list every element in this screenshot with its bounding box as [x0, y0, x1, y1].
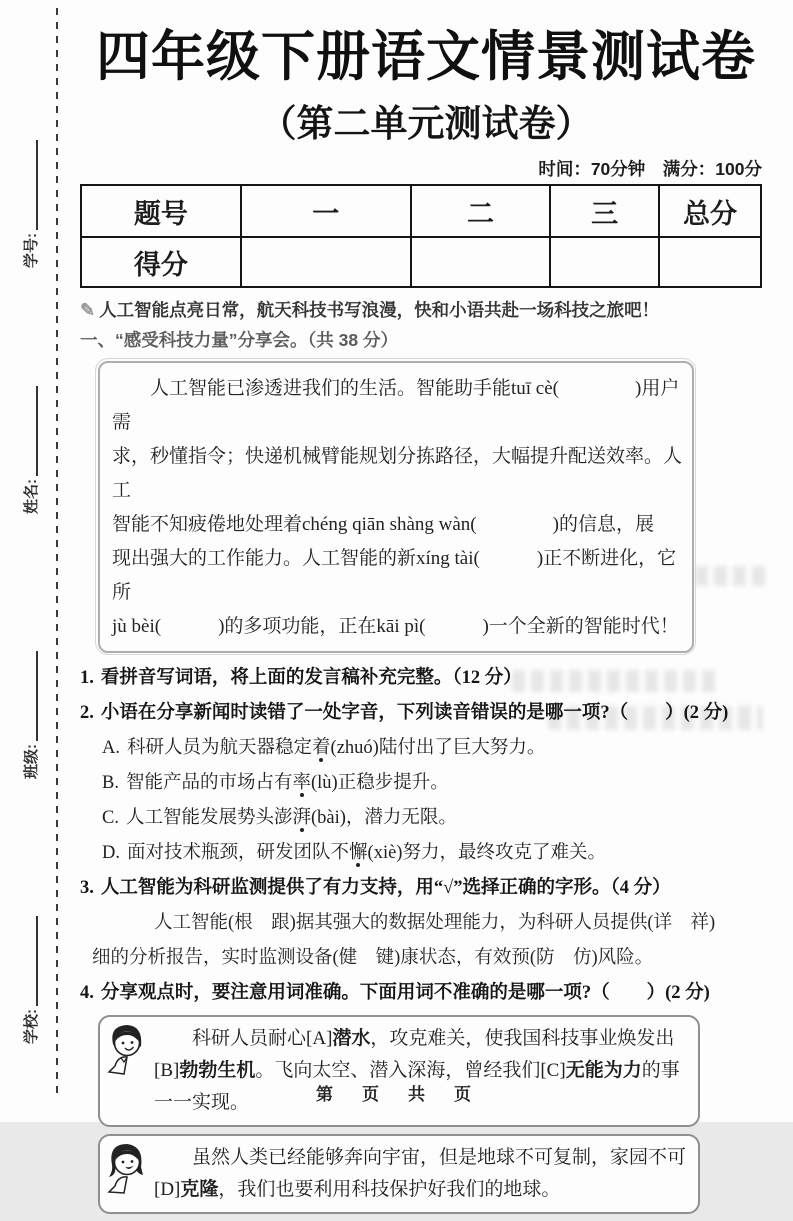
score-table-header-cell: 三	[550, 185, 659, 237]
emphasized-char: 率	[292, 773, 311, 793]
sidebar-field-class	[19, 651, 41, 779]
sidebar-label: 班级:	[23, 744, 40, 779]
blank-line	[36, 916, 38, 1006]
question-number: 2.	[80, 703, 94, 723]
speech-bubble-boy	[98, 1015, 700, 1127]
option-text: 面对技术瓶颈，研发团队不	[127, 843, 350, 863]
score-table-header-cell: 二	[411, 185, 550, 237]
section-one-heading: 一、“感受科技力量”分享会。（共 38 分）	[80, 330, 398, 350]
speech-bubble-girl	[98, 1134, 700, 1214]
bubble-segment: ，我们也要利用科技保护好我们的地球。	[218, 1179, 561, 1200]
choice-marker: [A]	[306, 1028, 333, 1049]
option-label: A.	[102, 738, 120, 758]
score-empty-cell	[659, 237, 761, 287]
question-number: 3.	[80, 878, 94, 898]
score-table-header-cell: 题号	[81, 185, 241, 237]
option-text: 科研人员为航天器稳定	[127, 738, 313, 758]
option-text: 智能产品的市场占有	[125, 773, 293, 793]
blank-line	[36, 651, 38, 741]
q3-body-line: 细的分析报告，实时监测设备(健 键)康状态，有效预(防 仿)风险。	[92, 948, 654, 968]
question-number: 1.	[80, 668, 94, 688]
bubble-text	[154, 1142, 688, 1206]
choice-marker: [D]	[154, 1179, 181, 1200]
option-text: 人工智能发展势头澎	[125, 808, 293, 828]
pinyin-passage-box	[98, 361, 694, 653]
paper-body	[80, 0, 772, 1221]
sidebar-field-name	[19, 386, 41, 514]
passage-line: jù bèi( )的多项功能，正在kāi pì( )一个全新的智能时代！	[112, 616, 679, 637]
questions-area	[80, 661, 772, 1011]
option-text: (lù)正稳步提升。	[311, 773, 449, 793]
q2-option-b	[102, 766, 772, 801]
score-table	[80, 184, 762, 288]
score-empty-cell	[411, 237, 550, 287]
question-1	[80, 661, 772, 696]
intro-line	[80, 298, 772, 322]
option-label: C.	[102, 808, 119, 828]
score-table-header-cell: 一	[241, 185, 411, 237]
sidebar-label: 学校:	[23, 1009, 40, 1044]
choice-marker: [B]	[154, 1060, 180, 1081]
bubble-segment: 虽然人类已经能够奔向宇宙，但是地球不可复制，家园不可	[192, 1147, 687, 1168]
bubble-segment: 。飞向太空、潜入深海，曾经我们	[255, 1060, 541, 1081]
bold-word: 克隆	[180, 1179, 219, 1200]
bold-word: 勃勃生机	[179, 1060, 256, 1081]
question-3	[80, 871, 772, 906]
option-text: (xiè)努力，最终攻克了难关。	[367, 843, 606, 863]
score-table-score-row	[81, 237, 761, 287]
q2-option-d	[102, 836, 772, 871]
passage-line: 人工智能已渗透进我们的生活。智能助手能tuī cè( )用户需	[112, 378, 680, 433]
bubble-segment: 的事一一实现。	[154, 1060, 680, 1113]
sidebar-field-student-number	[19, 140, 41, 268]
score-table-header-row	[81, 185, 761, 237]
time-score-meta: 时间：70分钟 满分：100分	[538, 159, 762, 179]
boy-avatar-icon	[105, 1022, 147, 1081]
option-label: D.	[102, 843, 120, 863]
passage-line: 求，秒懂指令；快递机械臂能规划分拣路径，大幅提升配送效率。人工	[112, 446, 683, 501]
question-text: 人工智能为科研监测提供了有力支持，用“√”选择正确的字形。（4 分）	[100, 878, 671, 898]
q2-option-c	[102, 801, 772, 836]
q2-option-a	[102, 731, 772, 766]
page-footer: 第 页 共 页	[316, 1085, 477, 1104]
sidebar-label: 学号:	[23, 233, 40, 268]
question-4	[80, 976, 772, 1011]
sidebar-field-school	[19, 916, 41, 1044]
passage-line: 智能不知疲倦地处理着chéng qiān shàng wàn( )的信息，展	[112, 514, 654, 535]
option-text: (bài)，潜力无限。	[311, 808, 457, 828]
passage-line: 现出强大的工作能力。人工智能的新xíng tài( )正不断进化，它所	[112, 548, 677, 603]
page-title: 四年级下册语文情景测试卷	[96, 27, 756, 87]
binding-dashed-line	[56, 8, 58, 1096]
choice-marker: [C]	[540, 1060, 566, 1081]
option-text: (zhuó)陆付出了巨大努力。	[330, 738, 546, 758]
score-empty-cell	[550, 237, 659, 287]
emphasized-char: 湃	[292, 808, 311, 828]
emphasized-char: 懈	[349, 843, 368, 863]
question-number: 4.	[80, 983, 94, 1003]
score-row-label: 得分	[81, 237, 241, 287]
emphasized-char: 着	[312, 738, 331, 758]
bubble-segment: 科研人员耐心	[192, 1028, 307, 1049]
girl-avatar-icon	[105, 1141, 147, 1200]
question-text: 分享观点时，要注意用词准确。下面用词不准确的是哪一项?（ ）(2 分)	[100, 983, 710, 1003]
page-subtitle: （第二单元测试卷）	[259, 103, 593, 144]
bold-word: 无能为力	[565, 1060, 642, 1081]
score-table-header-cell: 总分	[659, 185, 761, 237]
bubble-segment: ，攻克难关，使我国科技事业焕发出	[370, 1028, 675, 1049]
blank-line	[36, 140, 38, 230]
question-2	[80, 696, 772, 731]
q3-body-line: 人工智能(根 跟)据其强大的数据处理能力，为科研人员提供(详 祥)	[154, 913, 716, 933]
question-text: 看拼音写词语，将上面的发言稿补充完整。（12 分）	[100, 668, 522, 688]
blank-line	[36, 386, 38, 476]
score-empty-cell	[241, 237, 411, 287]
pencil-icon: ✎	[80, 300, 96, 320]
bold-word: 潜水	[332, 1028, 371, 1049]
question-text: 小语在分享新闻时读错了一处字音，下列读音错误的是哪一项?（ ）(2 分)	[100, 703, 729, 723]
intro-text: 人工智能点亮日常，航天科技书写浪漫，快和小语共赴一场科技之旅吧！	[99, 300, 660, 320]
sidebar-label: 姓名:	[23, 479, 40, 514]
option-label: B.	[102, 773, 119, 793]
